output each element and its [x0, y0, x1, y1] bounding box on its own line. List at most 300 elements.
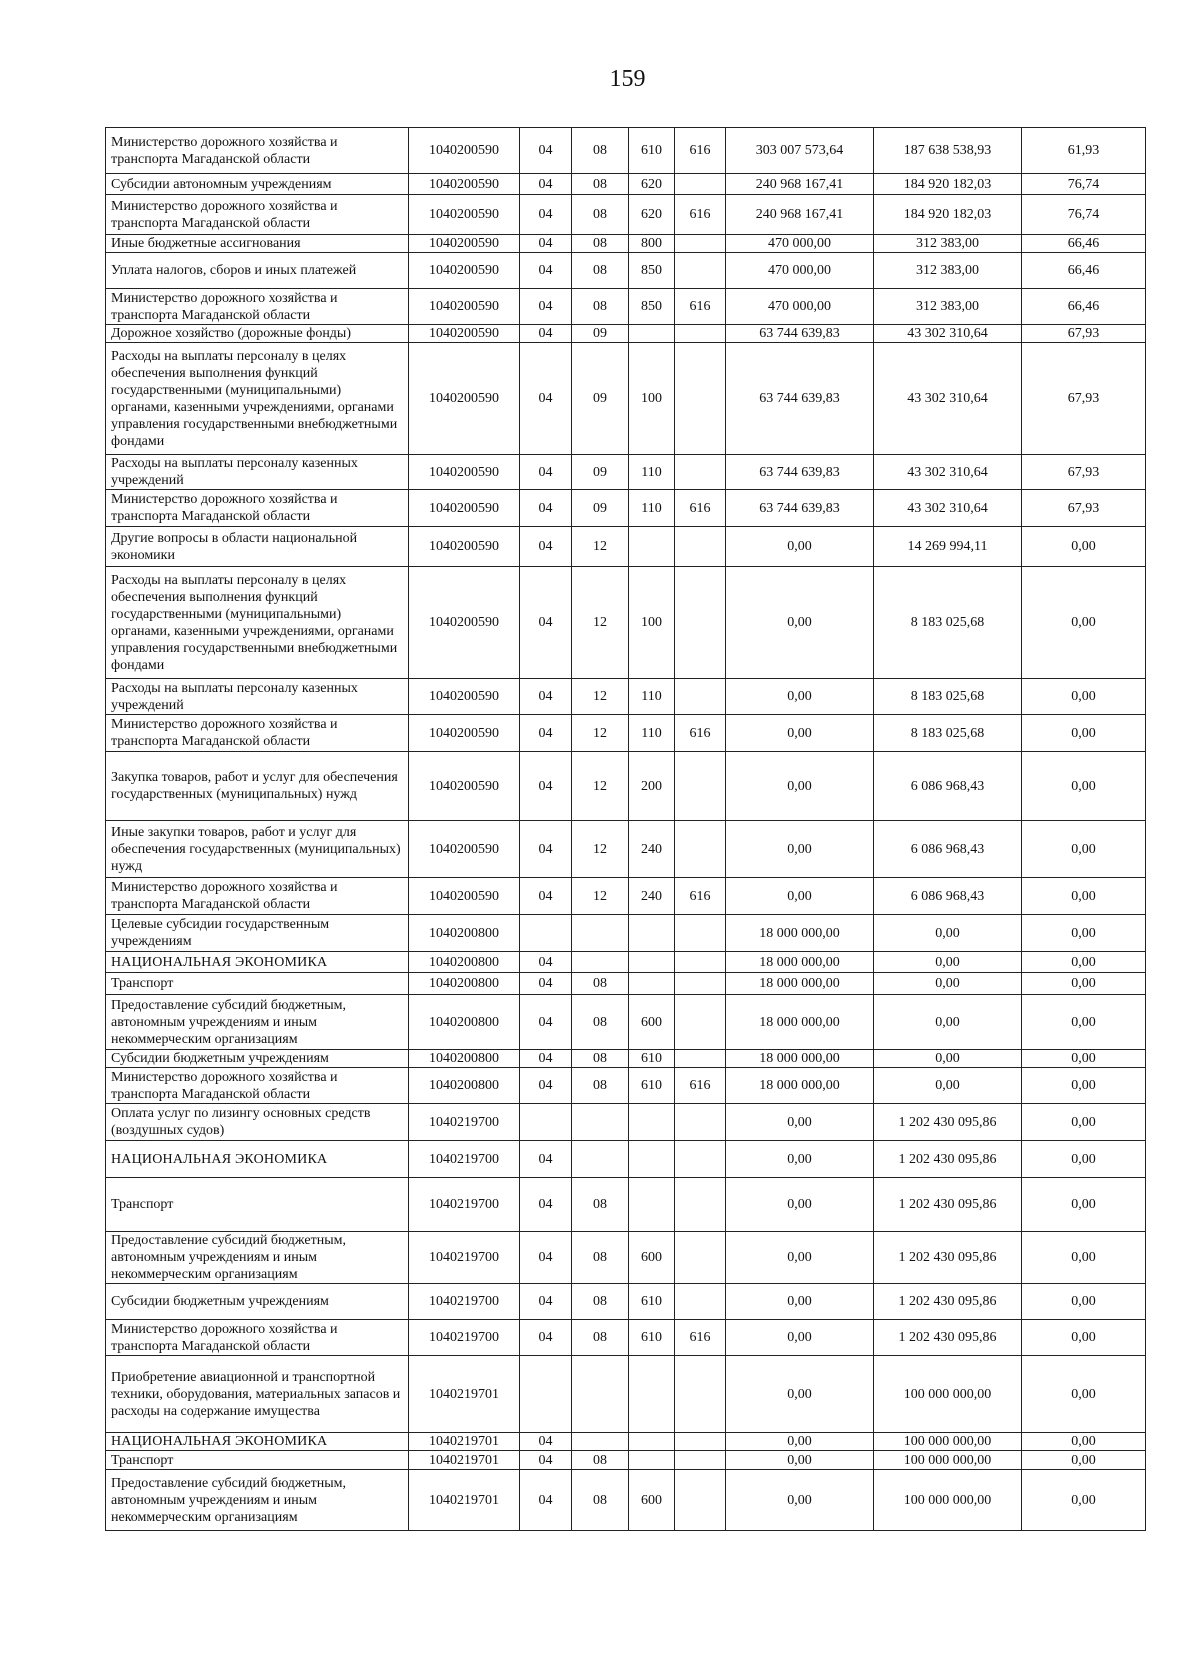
row-section: 04 — [520, 128, 572, 174]
row-name: Другие вопросы в области национальной экономики — [106, 527, 409, 567]
row-subsection: 08 — [572, 973, 629, 995]
row-name: Иные бюджетные ассигнования — [106, 235, 409, 253]
table-row — [106, 1320, 1146, 1356]
row-name: Министерство дорожного хозяйства и транспорта Магаданской области — [106, 128, 409, 174]
table-row — [106, 878, 1146, 915]
row-expense-type: 600 — [629, 1470, 675, 1531]
row-percent: 0,00 — [1022, 1104, 1146, 1141]
row-section: 04 — [520, 1232, 572, 1284]
budget-table — [105, 127, 1146, 1531]
table-row — [106, 752, 1146, 821]
row-target-code: 1040200590 — [409, 527, 520, 567]
row-planned-amount: 0,00 — [726, 679, 874, 715]
row-admin-code — [675, 995, 726, 1050]
row-actual-amount: 43 302 310,64 — [874, 490, 1022, 527]
row-expense-type: 620 — [629, 195, 675, 235]
row-name: Субсидии бюджетным учреждениям — [106, 1050, 409, 1068]
row-planned-amount: 0,00 — [726, 567, 874, 679]
row-target-code: 1040200590 — [409, 490, 520, 527]
row-section: 04 — [520, 527, 572, 567]
row-subsection: 12 — [572, 679, 629, 715]
row-actual-amount: 6 086 968,43 — [874, 878, 1022, 915]
row-subsection — [572, 1356, 629, 1433]
row-name: Субсидии автономным учреждениям — [106, 174, 409, 195]
table-row — [106, 343, 1146, 455]
row-expense-type: 110 — [629, 715, 675, 752]
row-actual-amount: 0,00 — [874, 995, 1022, 1050]
row-admin-code: 616 — [675, 1068, 726, 1104]
row-section: 04 — [520, 325, 572, 343]
row-target-code: 1040200590 — [409, 235, 520, 253]
row-planned-amount: 63 744 639,83 — [726, 455, 874, 490]
row-subsection: 08 — [572, 174, 629, 195]
row-expense-type — [629, 973, 675, 995]
row-name: Уплата налогов, сборов и иных платежей — [106, 253, 409, 289]
table-row — [106, 679, 1146, 715]
row-admin-code: 616 — [675, 289, 726, 325]
row-name: Приобретение авиационной и транспортной техники, оборудования, материальных запасов и расходы на содержание имущества — [106, 1356, 409, 1433]
row-actual-amount: 1 202 430 095,86 — [874, 1232, 1022, 1284]
row-subsection — [572, 915, 629, 952]
row-percent: 0,00 — [1022, 567, 1146, 679]
row-expense-type: 610 — [629, 128, 675, 174]
row-planned-amount: 18 000 000,00 — [726, 973, 874, 995]
row-section: 04 — [520, 195, 572, 235]
row-actual-amount: 0,00 — [874, 952, 1022, 973]
row-planned-amount: 240 968 167,41 — [726, 174, 874, 195]
row-target-code: 1040219700 — [409, 1104, 520, 1141]
row-percent: 0,00 — [1022, 1470, 1146, 1531]
row-subsection: 08 — [572, 289, 629, 325]
row-section: 04 — [520, 253, 572, 289]
row-subsection: 12 — [572, 752, 629, 821]
row-target-code: 1040200590 — [409, 455, 520, 490]
row-subsection: 08 — [572, 128, 629, 174]
row-admin-code — [675, 952, 726, 973]
row-target-code: 1040219700 — [409, 1232, 520, 1284]
row-admin-code: 616 — [675, 1320, 726, 1356]
table-row — [106, 1470, 1146, 1531]
table-row — [106, 1232, 1146, 1284]
row-percent: 66,46 — [1022, 253, 1146, 289]
table-row — [106, 915, 1146, 952]
row-section: 04 — [520, 1050, 572, 1068]
row-target-code: 1040200590 — [409, 174, 520, 195]
row-expense-type: 110 — [629, 490, 675, 527]
row-percent: 0,00 — [1022, 752, 1146, 821]
row-subsection: 08 — [572, 1320, 629, 1356]
row-expense-type: 110 — [629, 679, 675, 715]
row-section: 04 — [520, 878, 572, 915]
row-actual-amount: 100 000 000,00 — [874, 1356, 1022, 1433]
row-subsection: 08 — [572, 1068, 629, 1104]
table-row — [106, 289, 1146, 325]
row-subsection — [572, 1141, 629, 1178]
row-planned-amount: 0,00 — [726, 1470, 874, 1531]
row-target-code: 1040219700 — [409, 1284, 520, 1320]
table-row — [106, 490, 1146, 527]
row-subsection: 08 — [572, 1050, 629, 1068]
row-percent: 0,00 — [1022, 1068, 1146, 1104]
row-name: Иные закупки товаров, работ и услуг для обеспечения государственных (муниципальных) нужд — [106, 821, 409, 878]
row-planned-amount: 240 968 167,41 — [726, 195, 874, 235]
row-section: 04 — [520, 973, 572, 995]
row-target-code: 1040200590 — [409, 195, 520, 235]
row-section: 04 — [520, 1068, 572, 1104]
row-section — [520, 1104, 572, 1141]
row-subsection: 08 — [572, 1451, 629, 1470]
row-admin-code — [675, 527, 726, 567]
row-admin-code: 616 — [675, 878, 726, 915]
row-admin-code — [675, 455, 726, 490]
row-planned-amount: 18 000 000,00 — [726, 915, 874, 952]
row-target-code: 1040200590 — [409, 679, 520, 715]
row-expense-type: 100 — [629, 567, 675, 679]
row-planned-amount: 63 744 639,83 — [726, 343, 874, 455]
row-planned-amount: 0,00 — [726, 1284, 874, 1320]
table-body — [106, 128, 1146, 1531]
row-section: 04 — [520, 567, 572, 679]
row-name: Субсидии бюджетным учреждениям — [106, 1284, 409, 1320]
row-admin-code — [675, 973, 726, 995]
row-planned-amount: 0,00 — [726, 1178, 874, 1232]
row-section: 04 — [520, 490, 572, 527]
row-expense-type — [629, 325, 675, 343]
page-number: 159 — [609, 66, 646, 92]
row-name: Министерство дорожного хозяйства и транспорта Магаданской области — [106, 1068, 409, 1104]
row-percent: 0,00 — [1022, 1451, 1146, 1470]
row-expense-type: 110 — [629, 455, 675, 490]
row-expense-type: 610 — [629, 1320, 675, 1356]
row-name: Дорожное хозяйство (дорожные фонды) — [106, 325, 409, 343]
row-name: Министерство дорожного хозяйства и транспорта Магаданской области — [106, 490, 409, 527]
row-planned-amount: 470 000,00 — [726, 253, 874, 289]
row-target-code: 1040219701 — [409, 1433, 520, 1451]
row-planned-amount: 18 000 000,00 — [726, 995, 874, 1050]
row-section: 04 — [520, 715, 572, 752]
row-target-code: 1040219700 — [409, 1141, 520, 1178]
row-target-code: 1040219700 — [409, 1178, 520, 1232]
table-row — [106, 455, 1146, 490]
row-actual-amount: 0,00 — [874, 1068, 1022, 1104]
row-planned-amount: 0,00 — [726, 1451, 874, 1470]
row-subsection — [572, 1433, 629, 1451]
row-expense-type — [629, 1141, 675, 1178]
row-percent: 0,00 — [1022, 527, 1146, 567]
row-subsection: 08 — [572, 195, 629, 235]
row-name: Министерство дорожного хозяйства и транспорта Магаданской области — [106, 715, 409, 752]
row-section: 04 — [520, 289, 572, 325]
row-subsection: 08 — [572, 235, 629, 253]
row-subsection: 08 — [572, 1232, 629, 1284]
row-actual-amount: 8 183 025,68 — [874, 679, 1022, 715]
row-section: 04 — [520, 679, 572, 715]
row-actual-amount: 1 202 430 095,86 — [874, 1141, 1022, 1178]
row-actual-amount: 0,00 — [874, 973, 1022, 995]
row-admin-code — [675, 235, 726, 253]
row-section: 04 — [520, 1141, 572, 1178]
row-planned-amount: 18 000 000,00 — [726, 1068, 874, 1104]
row-planned-amount: 0,00 — [726, 1433, 874, 1451]
row-percent: 67,93 — [1022, 343, 1146, 455]
table-row — [106, 1356, 1146, 1433]
table-row — [106, 1068, 1146, 1104]
row-section: 04 — [520, 1178, 572, 1232]
row-actual-amount: 14 269 994,11 — [874, 527, 1022, 567]
table-row — [106, 1284, 1146, 1320]
table-row — [106, 1104, 1146, 1141]
row-expense-type — [629, 1356, 675, 1433]
row-section: 04 — [520, 952, 572, 973]
row-admin-code — [675, 821, 726, 878]
row-percent: 0,00 — [1022, 1050, 1146, 1068]
row-planned-amount: 0,00 — [726, 1356, 874, 1433]
row-subsection: 08 — [572, 1178, 629, 1232]
row-name: Расходы на выплаты персоналу в целях обеспечения выполнения функций государственными (муниципальными) органами, казенными учреждениями, органами управления государственными внебюджетными фондами — [106, 567, 409, 679]
row-percent: 66,46 — [1022, 289, 1146, 325]
row-planned-amount: 0,00 — [726, 715, 874, 752]
row-expense-type: 200 — [629, 752, 675, 821]
row-percent: 0,00 — [1022, 973, 1146, 995]
row-section: 04 — [520, 174, 572, 195]
row-section — [520, 915, 572, 952]
row-admin-code — [675, 1470, 726, 1531]
row-expense-type: 240 — [629, 821, 675, 878]
row-actual-amount: 100 000 000,00 — [874, 1433, 1022, 1451]
row-actual-amount: 1 202 430 095,86 — [874, 1320, 1022, 1356]
row-name: Транспорт — [106, 973, 409, 995]
row-target-code: 1040219700 — [409, 1320, 520, 1356]
row-percent: 0,00 — [1022, 878, 1146, 915]
row-percent: 0,00 — [1022, 915, 1146, 952]
row-name: Транспорт — [106, 1178, 409, 1232]
row-expense-type: 610 — [629, 1284, 675, 1320]
row-subsection: 08 — [572, 1284, 629, 1320]
row-expense-type: 850 — [629, 289, 675, 325]
row-subsection: 09 — [572, 325, 629, 343]
row-subsection: 08 — [572, 995, 629, 1050]
row-name: Предоставление субсидий бюджетным, автономным учреждениям и иным некоммерческим организациям — [106, 1470, 409, 1531]
row-percent: 67,93 — [1022, 455, 1146, 490]
row-section: 04 — [520, 235, 572, 253]
row-admin-code — [675, 1232, 726, 1284]
row-actual-amount: 312 383,00 — [874, 235, 1022, 253]
row-expense-type: 600 — [629, 995, 675, 1050]
row-target-code: 1040200800 — [409, 1068, 520, 1104]
row-name: Закупка товаров, работ и услуг для обеспечения государственных (муниципальных) нужд — [106, 752, 409, 821]
row-admin-code — [675, 752, 726, 821]
row-expense-type: 800 — [629, 235, 675, 253]
row-percent: 0,00 — [1022, 1320, 1146, 1356]
row-actual-amount: 8 183 025,68 — [874, 567, 1022, 679]
row-actual-amount: 43 302 310,64 — [874, 325, 1022, 343]
row-actual-amount: 184 920 182,03 — [874, 195, 1022, 235]
table-row — [106, 821, 1146, 878]
row-planned-amount: 18 000 000,00 — [726, 1050, 874, 1068]
row-subsection — [572, 1104, 629, 1141]
row-section: 04 — [520, 455, 572, 490]
row-admin-code: 616 — [675, 128, 726, 174]
row-name: НАЦИОНАЛЬНАЯ ЭКОНОМИКА — [106, 952, 409, 973]
table-row — [106, 527, 1146, 567]
row-percent: 66,46 — [1022, 235, 1146, 253]
row-name: Расходы на выплаты персоналу казенных учреждений — [106, 455, 409, 490]
row-percent: 0,00 — [1022, 821, 1146, 878]
row-admin-code — [675, 174, 726, 195]
row-percent: 76,74 — [1022, 195, 1146, 235]
row-name: НАЦИОНАЛЬНАЯ ЭКОНОМИКА — [106, 1433, 409, 1451]
row-target-code: 1040200590 — [409, 253, 520, 289]
row-target-code: 1040200590 — [409, 715, 520, 752]
row-planned-amount: 303 007 573,64 — [726, 128, 874, 174]
row-admin-code — [675, 1050, 726, 1068]
row-expense-type — [629, 915, 675, 952]
row-admin-code — [675, 915, 726, 952]
row-percent: 0,00 — [1022, 1232, 1146, 1284]
row-section: 04 — [520, 821, 572, 878]
row-target-code: 1040200800 — [409, 1050, 520, 1068]
row-subsection: 12 — [572, 821, 629, 878]
row-name: Министерство дорожного хозяйства и транспорта Магаданской области — [106, 1320, 409, 1356]
row-section: 04 — [520, 995, 572, 1050]
row-target-code: 1040200590 — [409, 752, 520, 821]
row-actual-amount: 312 383,00 — [874, 289, 1022, 325]
row-admin-code — [675, 679, 726, 715]
row-expense-type — [629, 1433, 675, 1451]
row-actual-amount: 100 000 000,00 — [874, 1470, 1022, 1531]
row-section: 04 — [520, 1433, 572, 1451]
row-name: Оплата услуг по лизингу основных средств (воздушных судов) — [106, 1104, 409, 1141]
row-percent: 0,00 — [1022, 1433, 1146, 1451]
row-target-code: 1040200590 — [409, 343, 520, 455]
table-row — [106, 952, 1146, 973]
row-planned-amount: 0,00 — [726, 527, 874, 567]
row-expense-type: 610 — [629, 1068, 675, 1104]
row-planned-amount: 63 744 639,83 — [726, 325, 874, 343]
table-row — [106, 973, 1146, 995]
row-actual-amount: 187 638 538,93 — [874, 128, 1022, 174]
row-admin-code — [675, 1178, 726, 1232]
row-planned-amount: 470 000,00 — [726, 289, 874, 325]
row-subsection: 09 — [572, 455, 629, 490]
row-target-code: 1040200590 — [409, 567, 520, 679]
row-expense-type — [629, 1178, 675, 1232]
row-expense-type: 620 — [629, 174, 675, 195]
row-section: 04 — [520, 1284, 572, 1320]
row-subsection — [572, 952, 629, 973]
row-admin-code — [675, 1284, 726, 1320]
row-section: 04 — [520, 1320, 572, 1356]
row-admin-code: 616 — [675, 490, 726, 527]
row-name: Предоставление субсидий бюджетным, автономным учреждениям и иным некоммерческим организациям — [106, 1232, 409, 1284]
row-target-code: 1040219701 — [409, 1356, 520, 1433]
table-row — [106, 1141, 1146, 1178]
row-planned-amount: 0,00 — [726, 1232, 874, 1284]
table-row — [106, 195, 1146, 235]
row-subsection: 12 — [572, 527, 629, 567]
row-subsection: 09 — [572, 490, 629, 527]
row-percent: 0,00 — [1022, 715, 1146, 752]
row-expense-type — [629, 1451, 675, 1470]
row-subsection: 08 — [572, 253, 629, 289]
table-row — [106, 715, 1146, 752]
row-percent: 0,00 — [1022, 679, 1146, 715]
row-percent: 0,00 — [1022, 1141, 1146, 1178]
row-target-code: 1040200590 — [409, 821, 520, 878]
table-row — [106, 1050, 1146, 1068]
row-name: Расходы на выплаты персоналу в целях обеспечения выполнения функций государственными (муниципальными) органами, казенными учреждениями, органами управления государственными внебюджетными фондами — [106, 343, 409, 455]
row-planned-amount: 470 000,00 — [726, 235, 874, 253]
row-target-code: 1040200800 — [409, 973, 520, 995]
row-name: Министерство дорожного хозяйства и транспорта Магаданской области — [106, 878, 409, 915]
row-target-code: 1040200800 — [409, 915, 520, 952]
row-admin-code — [675, 1141, 726, 1178]
row-percent: 0,00 — [1022, 995, 1146, 1050]
row-target-code: 1040200800 — [409, 952, 520, 973]
row-planned-amount: 0,00 — [726, 878, 874, 915]
table-row — [106, 128, 1146, 174]
row-planned-amount: 0,00 — [726, 1104, 874, 1141]
row-actual-amount: 43 302 310,64 — [874, 455, 1022, 490]
row-planned-amount: 0,00 — [726, 752, 874, 821]
row-subsection: 12 — [572, 567, 629, 679]
row-name: Транспорт — [106, 1451, 409, 1470]
row-name: НАЦИОНАЛЬНАЯ ЭКОНОМИКА — [106, 1141, 409, 1178]
row-expense-type — [629, 952, 675, 973]
row-target-code: 1040219701 — [409, 1470, 520, 1531]
row-name: Целевые субсидии государственным учреждениям — [106, 915, 409, 952]
row-admin-code: 616 — [675, 195, 726, 235]
row-planned-amount: 18 000 000,00 — [726, 952, 874, 973]
row-name: Расходы на выплаты персоналу казенных учреждений — [106, 679, 409, 715]
row-name: Предоставление субсидий бюджетным, автономным учреждениям и иным некоммерческим организациям — [106, 995, 409, 1050]
row-percent: 67,93 — [1022, 490, 1146, 527]
row-section — [520, 1356, 572, 1433]
row-section: 04 — [520, 752, 572, 821]
row-name: Министерство дорожного хозяйства и транспорта Магаданской области — [106, 289, 409, 325]
table-row — [106, 235, 1146, 253]
row-admin-code — [675, 567, 726, 679]
row-percent: 0,00 — [1022, 1178, 1146, 1232]
row-actual-amount: 8 183 025,68 — [874, 715, 1022, 752]
row-target-code: 1040200590 — [409, 325, 520, 343]
row-subsection: 12 — [572, 878, 629, 915]
row-actual-amount: 0,00 — [874, 1050, 1022, 1068]
table-row — [106, 253, 1146, 289]
table-row — [106, 995, 1146, 1050]
row-percent: 0,00 — [1022, 952, 1146, 973]
row-actual-amount: 184 920 182,03 — [874, 174, 1022, 195]
row-actual-amount: 6 086 968,43 — [874, 821, 1022, 878]
row-subsection: 08 — [572, 1470, 629, 1531]
row-name: Министерство дорожного хозяйства и транспорта Магаданской области — [106, 195, 409, 235]
row-target-code: 1040219701 — [409, 1451, 520, 1470]
row-target-code: 1040200590 — [409, 289, 520, 325]
table-row — [106, 174, 1146, 195]
table-row — [106, 567, 1146, 679]
row-actual-amount: 43 302 310,64 — [874, 343, 1022, 455]
row-subsection: 12 — [572, 715, 629, 752]
row-target-code: 1040200590 — [409, 878, 520, 915]
row-actual-amount: 1 202 430 095,86 — [874, 1284, 1022, 1320]
row-actual-amount: 100 000 000,00 — [874, 1451, 1022, 1470]
row-actual-amount: 0,00 — [874, 915, 1022, 952]
row-percent: 67,93 — [1022, 325, 1146, 343]
row-planned-amount: 0,00 — [726, 821, 874, 878]
row-expense-type: 610 — [629, 1050, 675, 1068]
row-planned-amount: 0,00 — [726, 1320, 874, 1356]
row-admin-code — [675, 1104, 726, 1141]
